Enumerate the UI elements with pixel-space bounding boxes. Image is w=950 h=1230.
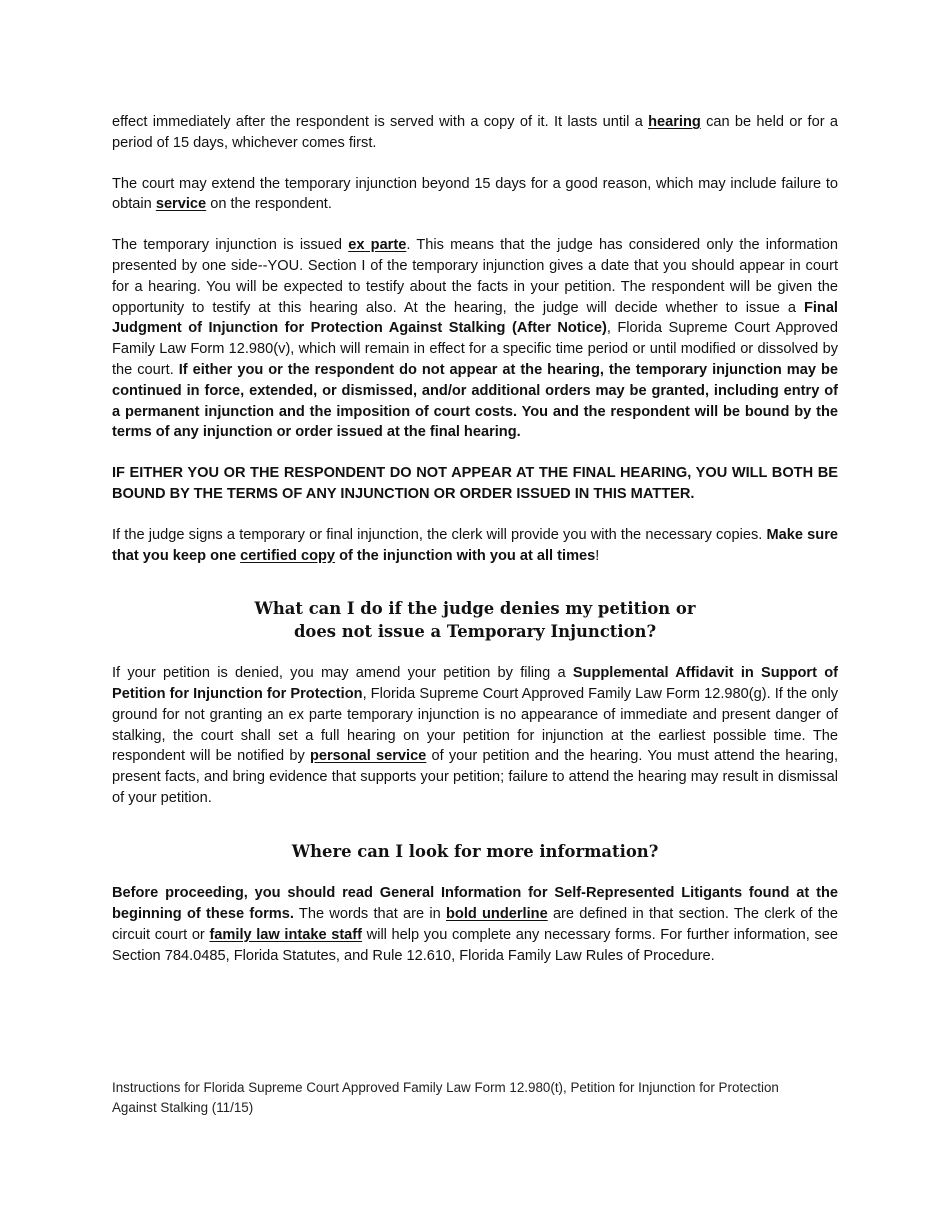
warning-text: If either you or the respondent do not appear at the hearing, the temporary injunction may be continued in force, extended, or dismissed, and/or additional orders may be granted, including entry of a permanent injunction and the imposition of court costs. You and the respondent will be bound by the terms of any injunction or order issued at the final hearing. [112,361,838,441]
text: are defined in that section. The clerk of the circuit court or [112,905,838,943]
paragraph-ex-parte [112,235,838,443]
text: of your petition and the hearing. You must attend the hearing, present facts, and bring evidence that supports your petition; failure to attend the hearing may result in dismissal of your petition. [112,748,839,806]
bold-text: of the injunction with you at all times [335,547,596,564]
section-heading-denied-petition [112,598,838,643]
text: ! [595,547,600,564]
term-certified-copy: certified copy [240,547,336,564]
text: , Florida Supreme Court Approved Family Law Form 12.980(g). If the only ground for not granting an ex parte temporary injunction is no appearance of immediate and present danger of stalking, the court shall set a full hearing on your petition for injunction at the earliest possible time. The respondent will be notified by [112,685,838,765]
term-ex-parte: ex parte [348,237,407,254]
paragraph-copies [112,525,838,567]
heading-line: does not issue a Temporary Injunction? [293,621,657,641]
term-hearing: hearing [648,114,701,130]
document-body [112,112,838,986]
heading-line: What can I do if the judge denies my petition or [254,599,696,619]
term-bold-underline: bold underline [445,905,548,922]
text: The temporary injunction is issued [112,237,349,254]
bold-text: Make sure that you keep one [112,526,838,564]
text: , Florida Supreme Court Approved Family Law Form 12.980(v), which will remain in effect for a specific time period or until modified or dissolved by the court. [112,320,838,378]
form-name-supplemental-affidavit: Supplemental Affidavit in Support of Petition for Injunction for Protection [112,665,838,702]
text: can be held or for a period of 15 days, whichever comes first. [112,114,838,151]
paragraph-denied-petition [112,663,838,809]
text: effect immediately after the respondent is served with a copy of it. It lasts until a [112,114,649,130]
paragraph-injunction-duration [112,112,838,154]
footer-line: Instructions for Florida Supreme Court Approved Family Law Form 12.980(t), Petition for Injunction for Protection [112,1080,779,1095]
text: . This means that the judge has considered only the information presented by one side--YOU. Section I of the temporary injunction gives a date that you should appear in court for a hearing. You will be expected to testify about the facts in your petition. The respondent will be given the opportunity to testify at this hearing also. At the hearing, the judge will decide whether to issue a [112,237,838,316]
term-service: service [155,196,207,213]
text: on the respondent. [206,196,332,213]
page-footer [112,1078,852,1118]
text: If your petition is denied, you may amend your petition by filing a [112,665,573,682]
bold-text: Before proceeding, you should read General Information for Self-Represented Litigants found at the beginning of these forms. [112,885,838,922]
text: The court may extend the temporary injunction beyond 15 days for a good reason, which may include failure to obtain [112,175,838,213]
text: will help you complete any necessary forms. For further information, see Section 784.0485, Florida Statutes, and Rule 12.610, Florida Family Law Rules of Procedure. [112,926,838,964]
paragraph-more-information [112,883,838,966]
section-heading-more-information: Where can I look for more information? [291,841,659,861]
footer-line: Against Stalking (11/15) [112,1100,254,1115]
paragraph-extension [112,174,838,216]
form-name-final-judgment: Final Judgment of Injunction for Protection Against Stalking (After Notice) [112,299,838,337]
text: The words that are in [293,905,446,922]
paragraph-caps-warning: IF EITHER YOU OR THE RESPONDENT DO NOT APPEAR AT THE FINAL HEARING, YOU WILL BOTH BE BOUND BY THE TERMS OF ANY INJUNCTION OR ORDER ISSUED IN THIS MATTER. [112,465,838,502]
text: If the judge signs a temporary or final injunction, the clerk will provide you with the necessary copies. [112,526,767,543]
term-personal-service: personal service [309,748,427,765]
term-family-law-intake-staff: family law intake staff [209,926,363,943]
